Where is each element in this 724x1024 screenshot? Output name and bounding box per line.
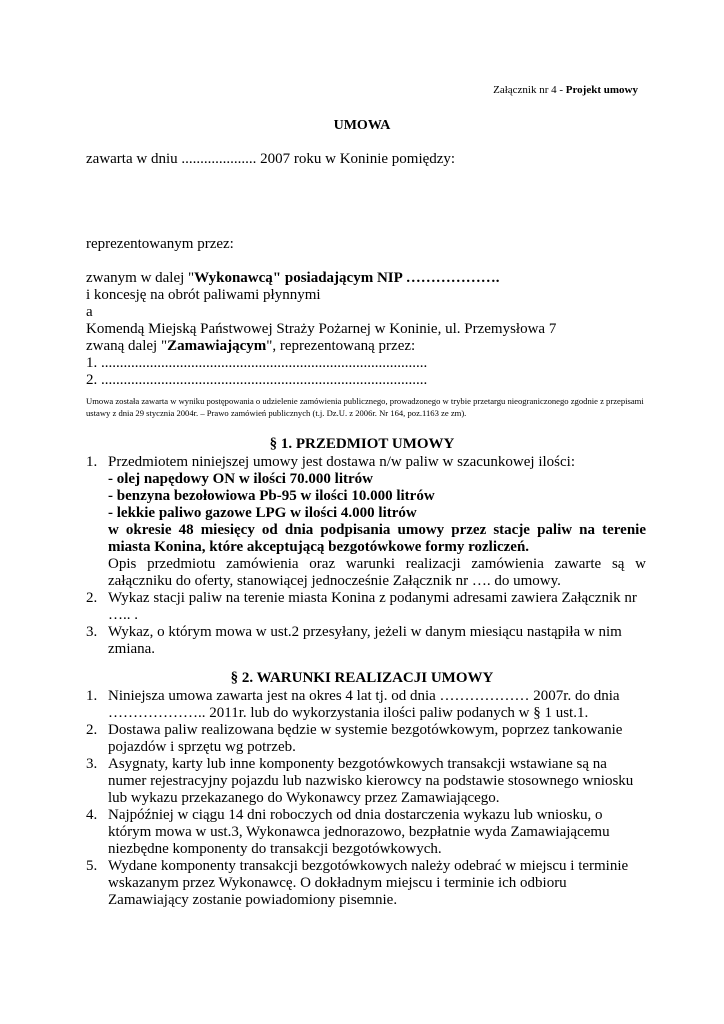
item-text: Wydane komponenty transakcji bezgotówkowych należy odebrać w miejscu i terminie wskazanym przez Wykonawcę. O dokładnym miejscu i terminie ich odbioru Zamawiający zostanie powiadomiony pisemnie.	[108, 858, 629, 908]
section-2-item	[86, 807, 646, 858]
concluded-line: zawarta w dniu .................... 2007 roku w Koninie pomiędzy:	[86, 151, 456, 167]
item-text: Wykaz stacji paliw na terenie miasta Konina z podanymi adresami zawiera Załącznik nr ….. .	[108, 590, 637, 623]
parties-block	[86, 270, 556, 389]
authority-line: Komendą Miejską Państwowej Straży Pożarnej w Koninie, ul. Przemysłowa 7	[86, 321, 557, 337]
section-2-item	[86, 858, 646, 909]
contract-period: w okresie 48 miesięcy od dnia podpisania umowy przez stacje paliw na terenie miasta Konina, które akceptującą bezgotówkowe formy rozliczeń.	[108, 522, 646, 555]
item-number: 3.	[86, 756, 98, 772]
representative-2: 2. .......................................................................................	[86, 372, 428, 388]
fuel-diesel: - olej napędowy ON w ilości 70.000 litrów	[108, 471, 373, 487]
section-2-item	[86, 688, 646, 722]
license-line: i koncesję na obrót paliwami płynnymi	[86, 287, 321, 303]
item-description: Opis przedmiotu zamówienia oraz warunki realizacji zamówienia zawarte są w załączniku do oferty, stanowiącej jednocześnie Załącznik nr …. do umowy.	[108, 556, 646, 589]
section-1-list	[86, 454, 646, 658]
section-2-item	[86, 722, 646, 756]
client-suffix: ", reprezentowaną przez:	[266, 338, 416, 354]
client-prefix: zwaną dalej "	[86, 338, 168, 354]
annex-label	[493, 84, 638, 96]
item-text: Dostawa paliw realizowana będzie w systemie bezgotówkowym, poprzez tankowanie pojazdów i sprzętu wg potrzeb.	[108, 722, 623, 755]
section-1-item	[86, 624, 646, 658]
annex-bold: Projekt umowy	[565, 84, 638, 96]
item-number: 3.	[86, 624, 98, 640]
item-number: 1.	[86, 688, 98, 704]
section-2-list	[86, 688, 646, 909]
item-text: Najpóźniej w ciągu 14 dni roboczych od dnia dostarczenia wykazu lub wniosku, o którym mowa w ust.3, Wykonawca jednorazowo, bezpłatnie wyda Zamawiającemu niezbędne komponenty do transakcji bezgotówkowych.	[108, 807, 610, 857]
item-number: 5.	[86, 858, 98, 874]
item-text: Asygnaty, karty lub inne komponenty bezgotówkowych transakcji wstawiane są na numer rejestracyjny pojazdu lub nazwisko kierowcy na podstawie stosownego wniosku lub wykazu przekazanego do Wykonawcy przez Zamawiającego.	[108, 756, 634, 806]
section-1-item	[86, 454, 646, 590]
document-title: UMOWA	[333, 118, 391, 133]
legal-note: Umowa została zawarta w wyniku postępowania o udzielenie zamówienia publicznego, prowadzonego w trybie przetargu nieograniczonego zgodnie z przepisami ustawy z dnia 29 stycznia 2004r. – Prawo zamówień publicznych (t.j. Dz.U. z 2006r. Nr 164, poz.1163 ze zm).	[86, 396, 644, 418]
item-text: Wykaz, o którym mowa w ust.2 przesyłany, jeżeli w danym miesiącu nastąpiła w nim zmiana.	[108, 624, 622, 657]
contractor-prefix: zwanym w dalej "	[86, 270, 195, 286]
client-bold: Zamawiającym	[167, 338, 267, 354]
client-line	[86, 338, 556, 355]
item-text: Niniejsza umowa zawarta jest na okres 4 lat tj. od dnia ……………… 2007r. do dnia ……………….. 2011r. lub do wykorzystania ilości paliw podanych w § 1 ust.1.	[108, 688, 620, 721]
contractor-bold: Wykonawcą" posiadającym NIP ……………….	[194, 270, 500, 286]
contractor-line	[86, 270, 556, 287]
item-number: 4.	[86, 807, 98, 823]
annex-prefix: Załącznik nr 4 -	[493, 84, 566, 96]
section-1-item	[86, 590, 646, 624]
fuel-petrol: - benzyna bezołowiowa Pb-95 w ilości 10.000 litrów	[108, 488, 435, 504]
fuel-lpg: - lekkie paliwo gazowe LPG w ilości 4.000 litrów	[108, 505, 417, 521]
section-2-item	[86, 756, 646, 807]
item-number: 1.	[86, 454, 98, 470]
section-2-title: § 2. WARUNKI REALIZACJI UMOWY	[230, 670, 494, 686]
represented-line: reprezentowanym przez:	[86, 236, 234, 252]
item-number: 2.	[86, 722, 98, 738]
item-text: Przedmiotem niniejszej umowy jest dostawa n/w paliw w szacunkowej ilości:	[108, 454, 575, 470]
section-1-title: § 1. PRZEDMIOT UMOWY	[269, 436, 455, 452]
and-line: a	[86, 304, 93, 320]
item-number: 2.	[86, 590, 98, 606]
representative-1: 1. .......................................................................................	[86, 355, 428, 371]
